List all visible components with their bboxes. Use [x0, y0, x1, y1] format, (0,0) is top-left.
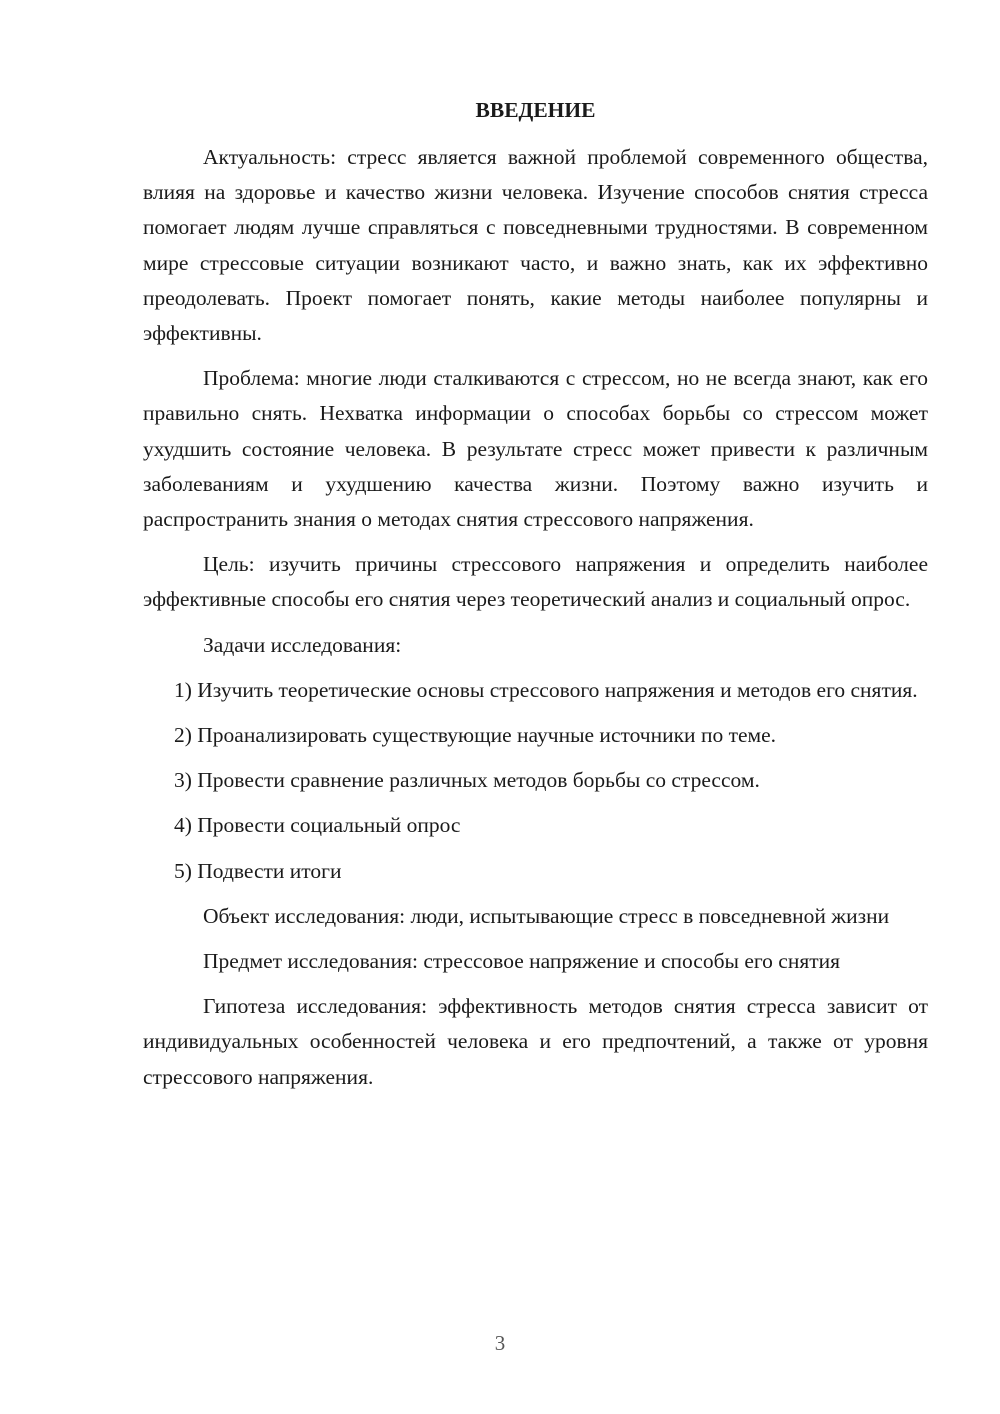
goal-paragraph: Цель: изучить причины стрессового напряжения и определить наиболее эффективные способы его снятия через теоретический анализ и социальный опрос.	[143, 552, 928, 612]
task-item-1: 1) Изучить теоретические основы стрессового напряжения и методов его снятия.	[174, 677, 918, 702]
task-item-2: 2) Проанализировать существующие научные источники по теме.	[174, 723, 777, 748]
relevance-paragraph: Актуальность: стресс является важной проблемой современного общества, влияя на здоровье и качество жизни человека. Изучение способов снятия стресса помогает людям лучше справляться с повседневными трудностями. В современном мире стрессовые ситуации возникают часто, и важно знать, как их эффективно преодолевать. Проект помогает понять, какие методы наиболее популярны и эффективны.	[143, 145, 928, 346]
task-item-3: 3) Провести сравнение различных методов борьбы со стрессом.	[174, 768, 760, 793]
task-item-5: 5) Подвести итоги	[174, 858, 342, 883]
hypothesis-paragraph: Гипотеза исследования: эффективность методов снятия стресса зависит от индивидуальных особенностей человека и его предпочтений, а также от уровня стрессового напряжения.	[143, 994, 928, 1089]
page-number: 3	[494, 1331, 506, 1355]
problem-paragraph: Проблема: многие люди сталкиваются с стрессом, но не всегда знают, как его правильно снять. Нехватка информации о способах борьбы со стрессом может ухудшить состояние человека. В результате стресс может привести к различным заболеваниям и ухудшению качества жизни. Поэтому важно изучить и распространить знания о методах снятия стрессового напряжения.	[143, 366, 928, 532]
subject-paragraph: Предмет исследования: стрессовое напряжение и способы его снятия	[203, 949, 841, 974]
section-title: ВВЕДЕНИЕ	[475, 98, 596, 122]
document-page	[143, 90, 928, 1105]
task-item-4: 4) Провести социальный опрос	[174, 813, 461, 838]
object-paragraph: Объект исследования: люди, испытывающие стресс в повседневной жизни	[203, 903, 890, 928]
tasks-heading: Задачи исследования:	[203, 632, 402, 657]
